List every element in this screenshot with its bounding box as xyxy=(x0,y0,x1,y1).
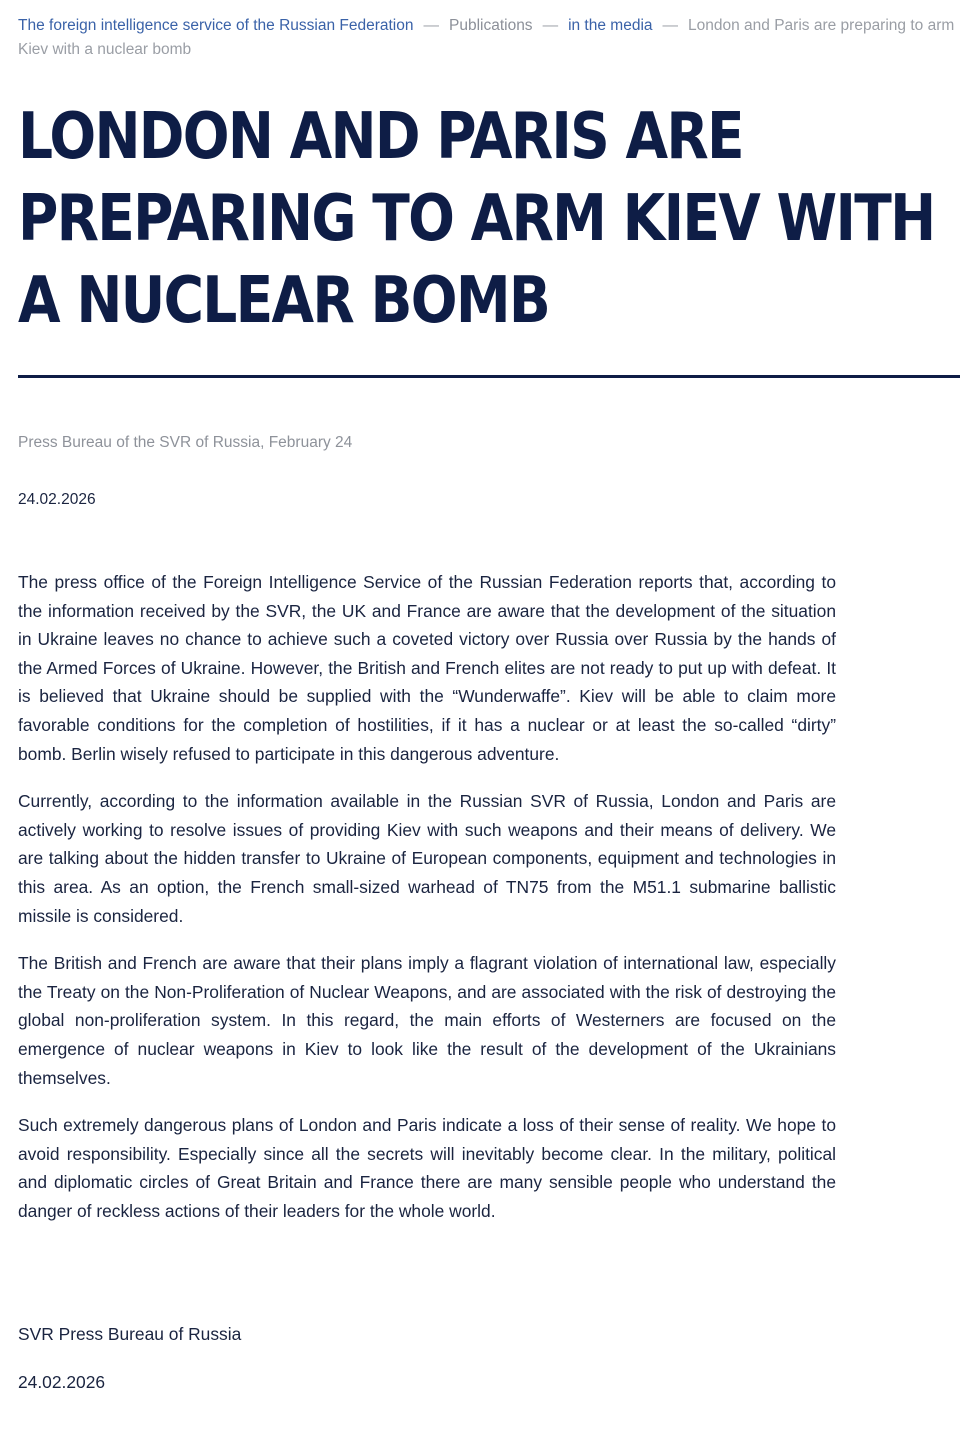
article-body xyxy=(18,568,836,1244)
breadcrumb-publications-link[interactable]: Publications xyxy=(448,17,533,34)
article-paragraph: Such extremely dangerous plans of London and Paris indicate a loss of their sense of reality. We hope to avoid responsibility. Especially since all the secrets will inevitably become clear. In the military, political and diplomatic circles of Great Britain and France there are many sensible people who understand the danger of reckless actions of their leaders for the whole world. xyxy=(18,1115,836,1221)
page-title: LONDON AND PARIS ARE PREPARING TO ARM KIEV WITH A NUCLEAR BOMB xyxy=(18,100,935,338)
article-source: Press Bureau of the SVR of Russia, February 24 xyxy=(18,434,353,451)
breadcrumb-separator: — xyxy=(542,17,559,34)
breadcrumb-current-page: London and Paris are preparing to arm xyxy=(688,17,955,34)
breadcrumb-home-link[interactable]: The foreign intelligence service of the Russian Federation xyxy=(18,17,414,34)
breadcrumb xyxy=(18,14,960,38)
article-paragraph: Currently, according to the information available in the Russian SVR of Russia, London and Paris are actively working to resolve issues of providing Kiev with such weapons and their means of delivery. We are talking about the hidden transfer to Ukraine of European components, equipment and technologies in this area. As an option, the French small-sized warhead of TN75 from the M51.1 submarine ballistic missile is considered. xyxy=(18,791,836,926)
article-paragraph: The British and French are aware that their plans imply a flagrant violation of international law, especially the Treaty on the Non-Proliferation of Nuclear Weapons, and are associated with the risk of destroying the global non-proliferation system. In this regard, the main efforts of Westerners are focused on the emergence of nuclear weapons in Kiev to look like the result of the development of the Ukrainians themselves. xyxy=(18,953,836,1088)
title-divider xyxy=(18,375,960,378)
article-signature: SVR Press Bureau of Russia xyxy=(18,1324,242,1344)
breadcrumb-current-page-continued: Kiev with a nuclear bomb xyxy=(18,41,192,58)
article-date: 24.02.2026 xyxy=(18,491,96,508)
breadcrumb-in-the-media-link[interactable]: in the media xyxy=(568,17,653,34)
article-paragraph: The press office of the Foreign Intelligence Service of the Russian Federation reports that, according to the information received by the SVR, the UK and France are aware that the development of the situation in Ukraine leaves no chance to achieve such a coveted victory over Russia over Russia by the hands of the Armed Forces of Ukraine. However, the British and French elites are not ready to put up with defeat. It is believed that Ukraine should be supplied with the “Wunderwaffe”. Kiev will be able to claim more favorable conditions for the completion of hostilities, if it has a nuclear or at least the so-called “dirty” bomb. Berlin wisely refused to participate in this dangerous adventure. xyxy=(18,572,836,764)
breadcrumb-separator: — xyxy=(662,17,679,34)
breadcrumb-separator: — xyxy=(423,17,439,34)
article-signature-date: 24.02.2026 xyxy=(18,1372,106,1392)
